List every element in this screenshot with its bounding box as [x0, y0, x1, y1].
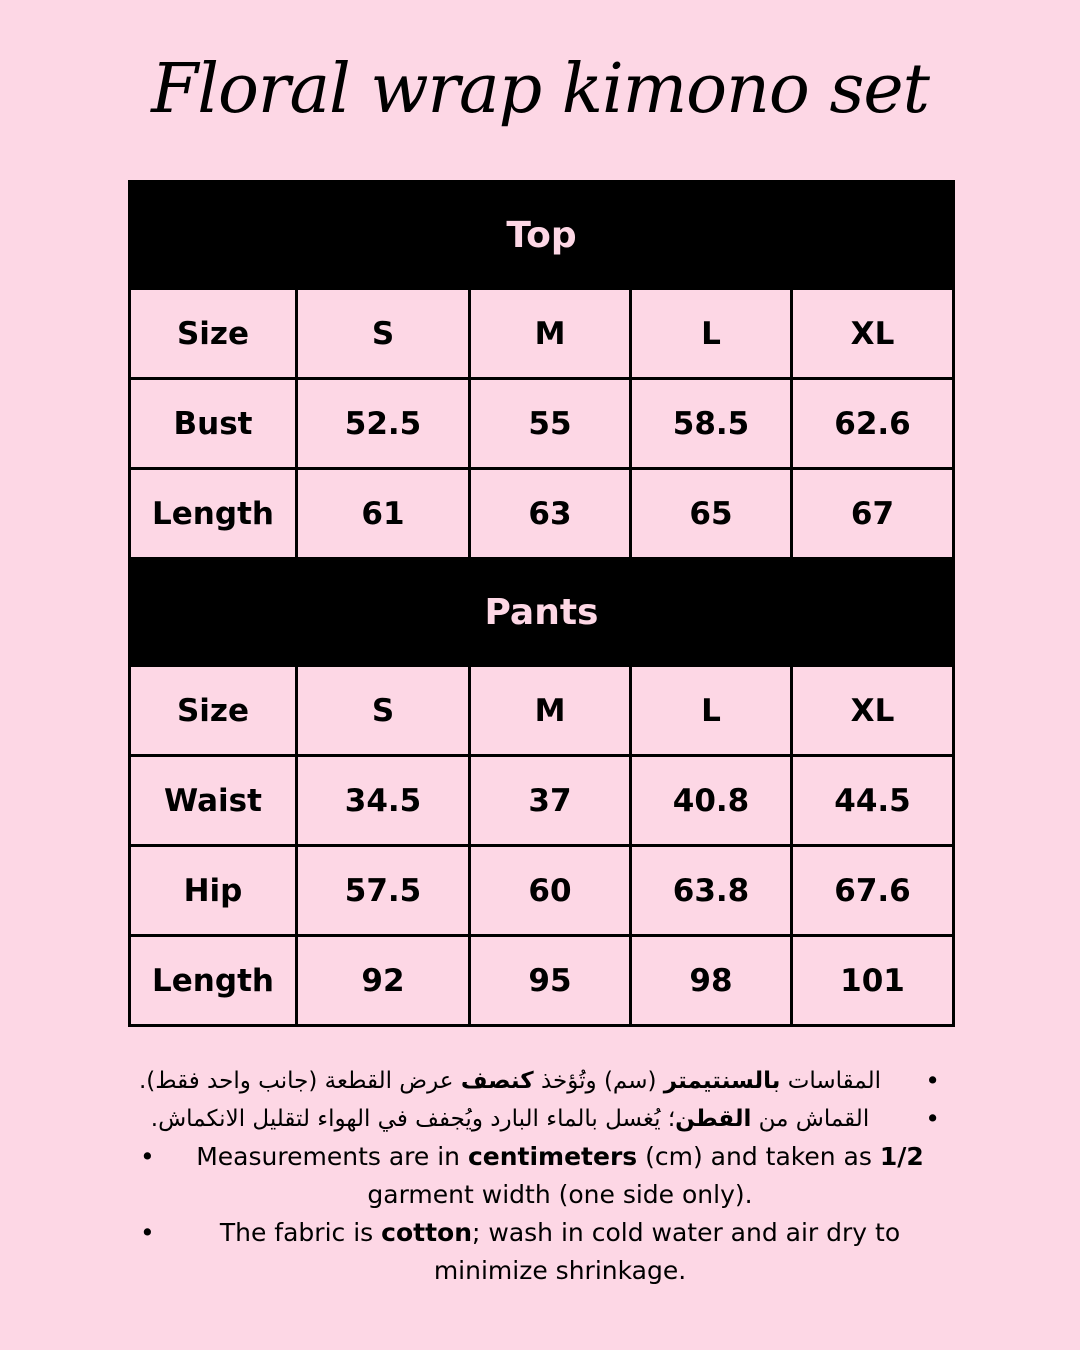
- page-title: Floral wrap kimono set: [151, 50, 929, 129]
- table-cell: Length: [130, 936, 297, 1026]
- table-cell: 40.8: [631, 756, 792, 846]
- table-cell: 34.5: [297, 756, 470, 846]
- note-emphasis: centimeters: [467, 1142, 638, 1171]
- top-length-row: [130, 469, 954, 559]
- table-cell: 62.6: [792, 379, 954, 469]
- table-cell: 67: [792, 469, 954, 559]
- table-cell: S: [297, 289, 470, 379]
- table-cell: Size: [130, 666, 297, 756]
- note-arabic-measurements: [120, 1062, 960, 1100]
- table-cell: XL: [792, 289, 954, 379]
- table-cell: S: [297, 666, 470, 756]
- table-cell: L: [631, 289, 792, 379]
- table-cell: M: [470, 289, 631, 379]
- table-cell: 95: [470, 936, 631, 1026]
- pants-length-row: [130, 936, 954, 1026]
- note-english-fabric: [120, 1214, 960, 1290]
- table-cell: 65: [631, 469, 792, 559]
- note-text: ; wash in cold water and air dry to minimize shrinkage.: [433, 1218, 901, 1285]
- note-text: (cm) and taken as: [637, 1142, 880, 1171]
- note-text: garment width (one side only).: [367, 1180, 753, 1209]
- table-cell: 67.6: [792, 846, 954, 936]
- top-heading: Top: [130, 182, 954, 289]
- table-cell: L: [631, 666, 792, 756]
- care-notes: [120, 1062, 960, 1290]
- note-emphasis: كنصف: [460, 1068, 534, 1094]
- table-cell: Waist: [130, 756, 297, 846]
- top-bust-row: [130, 379, 954, 469]
- table-cell: Length: [130, 469, 297, 559]
- table-cell: 92: [297, 936, 470, 1026]
- pants-waist-row: [130, 756, 954, 846]
- note-emphasis: cotton: [381, 1218, 473, 1247]
- pants-heading: Pants: [130, 559, 954, 666]
- table-cell: Hip: [130, 846, 297, 936]
- table-cell: 58.5: [631, 379, 792, 469]
- table-cell: 44.5: [792, 756, 954, 846]
- note-emphasis: بالسنتيمتر: [663, 1068, 781, 1094]
- table-cell: 63: [470, 469, 631, 559]
- note-text: القماش من: [751, 1106, 870, 1132]
- size-chart-table: [128, 180, 955, 1027]
- note-text: عرض القطعة (جانب واحد فقط).: [139, 1068, 461, 1094]
- bullet-icon: •: [925, 1066, 940, 1095]
- table-cell: M: [470, 666, 631, 756]
- bullet-icon: •: [140, 1142, 155, 1171]
- note-text: المقاسات: [780, 1068, 881, 1094]
- table-cell: 101: [792, 936, 954, 1026]
- note-text: The fabric is: [219, 1218, 382, 1247]
- bullet-icon: •: [140, 1218, 155, 1247]
- table-cell: 63.8: [631, 846, 792, 936]
- pants-section-header: [130, 559, 954, 666]
- note-emphasis: 1/2: [879, 1142, 924, 1171]
- table-cell: 57.5: [297, 846, 470, 936]
- table-cell: 55: [470, 379, 631, 469]
- table-cell: 61: [297, 469, 470, 559]
- pants-size-row: [130, 666, 954, 756]
- table-cell: Bust: [130, 379, 297, 469]
- note-arabic-fabric: [120, 1100, 960, 1138]
- table-cell: Size: [130, 289, 297, 379]
- bullet-icon: •: [925, 1104, 940, 1133]
- note-english-measurements: [120, 1138, 960, 1214]
- note-text: ؛ يُغسل بالماء البارد ويُجفف في الهواء لتقليل الانكماش.: [150, 1106, 676, 1132]
- note-text: Measurements are in: [196, 1142, 468, 1171]
- top-size-row: [130, 289, 954, 379]
- note-text: (سم) وتُؤخذ: [533, 1068, 664, 1094]
- table-cell: 37: [470, 756, 631, 846]
- table-cell: 52.5: [297, 379, 470, 469]
- table-cell: 60: [470, 846, 631, 936]
- table-cell: 98: [631, 936, 792, 1026]
- top-section-header: [130, 182, 954, 289]
- table-cell: XL: [792, 666, 954, 756]
- note-emphasis: القطن: [675, 1106, 752, 1132]
- pants-hip-row: [130, 846, 954, 936]
